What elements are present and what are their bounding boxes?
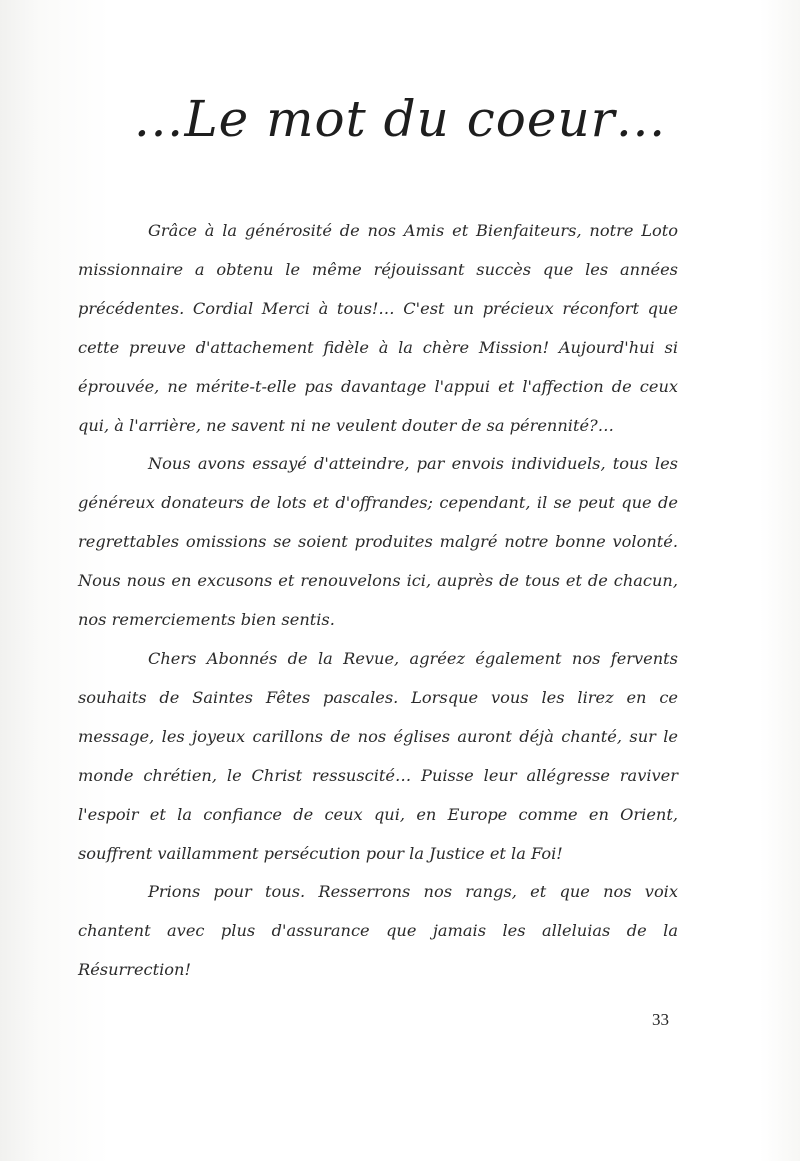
paragraph-apology: Nous avons essayé d'atteindre, par envois individuels, tous les généreux donateurs de lots et d'offrandes; cependant, il se peut que de regrettables omissions se soient produites malgré notre bonne volonté. Nous nous en excusons et renouvelons ici, auprès de tous et de chacun, nos remerciements bien sentis.	[78, 454, 678, 630]
page-title: …Le mot du coeur…	[133, 90, 667, 148]
paragraph-prayer: Prions pour tous. Resserrons nos rangs, et que nos voix chantent avec plus d'assurance que jamais les alleluias de la Résurrection!	[78, 882, 678, 980]
page-number: 33	[652, 1010, 669, 1029]
paragraph-easter-wishes: Chers Abonnés de la Revue, agréez également nos fervents souhaits de Saintes Fêtes pascales. Lorsque vous les lirez en ce message, les joyeux carillons de nos églises auront déjà chanté, sur le monde chrétien, le Christ ressuscité… Puisse leur allégresse raviver l'espoir et la confiance de ceux qui, en Europe comme en Orient, souffrent vaillamment persécution pour la Justice et la Foi!	[78, 648, 678, 863]
body-text	[78, 212, 678, 990]
paragraph-thanks: Grâce à la générosité de nos Amis et Bienfaiteurs, notre Loto missionnaire a obtenu le même réjouissant succès que les années précédentes. Cordial Merci à tous!… C'est un précieux réconfort que cette preuve d'attachement fidèle à la chère Mission! Aujourd'hui si éprouvée, ne mérite-t-elle pas davantage l'appui et l'affection de ceux qui, à l'arrière, ne savent ni ne veulent douter de sa pérennité?…	[78, 221, 678, 435]
